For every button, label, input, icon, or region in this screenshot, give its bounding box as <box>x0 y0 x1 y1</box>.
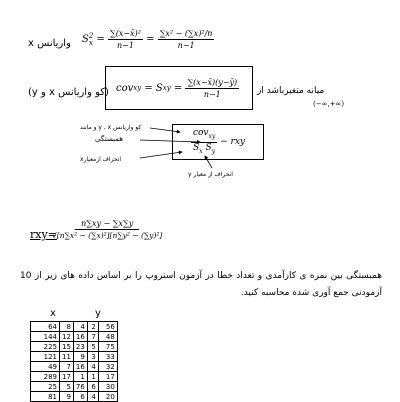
table-cell: 20 <box>98 392 117 402</box>
table-cell: 5 <box>87 342 98 352</box>
equals-sign: = <box>146 34 155 45</box>
note-covariance: کو واریانس y , x و مانند <box>80 124 142 131</box>
note-correlation: همبستگی <box>95 135 123 143</box>
equals-sign: = <box>96 34 105 45</box>
table-cell: 7 <box>60 362 74 372</box>
table-cell: 6 <box>87 382 98 392</box>
covariance-fraction: $\frac{\sum(x-x̄)(y-ȳ)}{n-1}$ <box>187 77 238 99</box>
table-cell: 12 <box>60 332 74 342</box>
table-row <box>31 332 118 342</box>
table-row <box>31 392 118 402</box>
table-cell: 17 <box>98 372 117 382</box>
table-cell: 1 <box>73 372 87 382</box>
table-cell: 7 <box>87 332 98 342</box>
table-cell: 289 <box>31 372 60 382</box>
covariance-range: (−∞,+∞) <box>313 100 345 108</box>
table-row <box>31 362 118 372</box>
table-row <box>31 352 118 362</box>
table-cell: 76 <box>73 382 87 392</box>
variance-label: واریانس x <box>28 38 71 49</box>
note-std-x: انحراف ازمعیارx <box>80 156 122 163</box>
data-table <box>30 321 118 402</box>
table-cell: 56 <box>98 322 117 332</box>
variance-formula <box>82 28 214 51</box>
table-cell: 5 <box>60 382 74 392</box>
correlation-rhs: − rxy <box>220 137 246 147</box>
table-header-x: x <box>50 308 56 319</box>
table-cell: 49 <box>31 362 60 372</box>
variance-symbol: S <box>82 34 89 45</box>
table-cell: 121 <box>31 352 60 362</box>
table-cell: 17 <box>60 372 74 382</box>
variance-subscript: x <box>88 39 93 47</box>
table-cell: 2 <box>87 322 98 332</box>
correlation-fraction: $\frac{cov_{xy}}{S_x S_y}$ <box>192 127 216 155</box>
table-cell: 9 <box>73 352 87 362</box>
table-cell: 32 <box>98 362 117 372</box>
table-cell: 6 <box>73 392 87 402</box>
table-row <box>31 342 118 352</box>
table-cell: 64 <box>31 322 60 332</box>
table-cell: 25 <box>31 382 60 392</box>
covariance-left-label: (کو واریانس x و y) <box>28 87 109 98</box>
rxy-label: rxy= <box>30 228 57 241</box>
table-cell: 225 <box>31 342 60 352</box>
table-cell: 15 <box>60 342 74 352</box>
table-cell: 81 <box>31 392 60 402</box>
table-header-y: y <box>95 308 101 319</box>
table-cell: 3 <box>87 352 98 362</box>
table-cell: 75 <box>98 342 117 352</box>
variance-fraction-2: $\frac{\text{∑x² − (∑x)²/n}}{n-1}$ <box>159 29 213 50</box>
table-cell: 4 <box>87 392 98 402</box>
problem-paragraph: همبستگی بین نمره ی کارآمدی و تعداد خطا در آزمون استروپ را بر اساس داده های زیر از 10 آزمودنی جمع آوری شده محاسبه کنید. <box>20 271 382 298</box>
table-cell: 4 <box>87 362 98 372</box>
table-row <box>31 382 118 392</box>
table-cell: 9 <box>60 392 74 402</box>
table-cell: 11 <box>60 352 74 362</box>
table-cell: 144 <box>31 332 60 342</box>
table-cell: 33 <box>98 352 117 362</box>
covariance-right-label: میانه متغیرباشد از <box>257 86 325 96</box>
table-cell: 48 <box>98 332 117 342</box>
table-cell: 23 <box>73 342 87 352</box>
table-row <box>31 322 118 332</box>
note-std-y: انحراف از معیار y <box>188 171 233 178</box>
table-cell: 4 <box>73 322 87 332</box>
table-cell: 1 <box>87 372 98 382</box>
table-cell: 30 <box>98 382 117 392</box>
table-row <box>31 372 118 382</box>
table-cell: 16 <box>73 332 87 342</box>
covariance-formula-box: cov xy = S xy = $\frac{\sum(x-x̄)(y-ȳ)}{n-1}$ <box>105 66 253 110</box>
table-cell: 8 <box>60 322 74 332</box>
rxy-formula: $\frac{n\sum xy - \sum x\sum y}{\text{√[n∑x² − (∑x)²][n∑y² − (∑y)²]}}$ <box>52 219 163 240</box>
variance-fraction-1: $\frac{\text{∑(x−x̄)²}}{n-1}$ <box>110 29 141 50</box>
correlation-formula-box <box>172 124 264 160</box>
variance-superscript: 2 <box>88 31 94 40</box>
table-cell: 16 <box>73 362 87 372</box>
